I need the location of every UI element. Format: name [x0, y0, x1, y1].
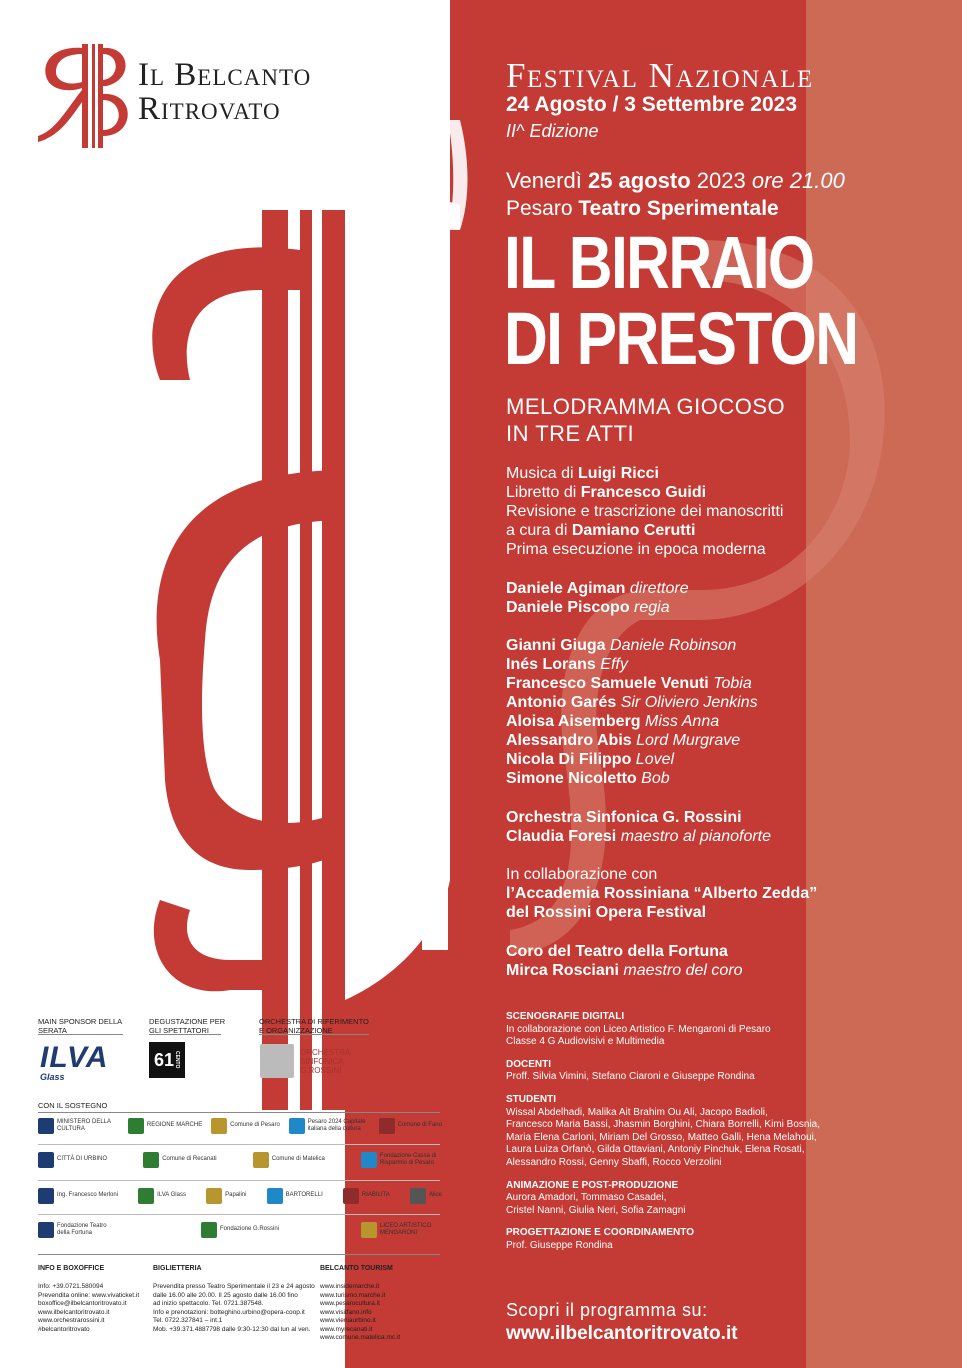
- sponsor-emblem-icon: [38, 1222, 54, 1238]
- sponsor-emblem-icon: [379, 1118, 395, 1134]
- info-text-line[interactable]: www.turismo.marche.it: [320, 1291, 386, 1299]
- cast-name: Nicola Di Filippo: [506, 751, 632, 768]
- cast-line: [506, 731, 758, 750]
- sponsor-name: Comune di Matelica: [271, 1156, 325, 1163]
- cast-name: Francesco Samuele Venuti: [506, 675, 709, 692]
- choir-name: Coro del Teatro della Fortuna: [506, 943, 728, 960]
- info-text-line[interactable]: www.myrecanati.it: [320, 1325, 373, 1333]
- sponsor-emblem-icon: [38, 1188, 54, 1204]
- festival-edition: II^ Edizione: [506, 121, 599, 141]
- staff-role: direttore: [629, 580, 689, 597]
- sostegno-label: CON IL SOSTEGNO: [38, 1101, 108, 1110]
- credit-prefix: Musica di: [506, 465, 579, 482]
- degustazione-label: DEGUSTAZIONE PER GLI SPETTATORI: [149, 1017, 226, 1035]
- cast-name: Gianni Giuga: [506, 637, 606, 654]
- info-head: INFO E BOXOFFICE: [38, 1265, 105, 1272]
- sponsor-emblem-icon: [201, 1222, 217, 1238]
- info-text-line: ad inizio spettacolo. Tel. 0721.387548.: [153, 1300, 264, 1307]
- sponsor-logo: [410, 1188, 442, 1204]
- studenti-line2: Francesco Maria Bassi, Jhasmin Borghini, Chiara Borrelli, Kimi Bosnia,: [506, 1119, 821, 1131]
- show-title: [504, 221, 858, 380]
- animazione-line2: Cristel Nanni, Giulia Neri, Sofia Zamagni: [506, 1204, 686, 1216]
- cast-role: Miss Anna: [645, 713, 720, 730]
- collab-line2: del Rossini Opera Festival: [506, 904, 707, 921]
- cast-role: Lovel: [635, 751, 675, 768]
- sponsor-logo: [206, 1188, 246, 1204]
- sponsor-emblem-icon: [38, 1118, 54, 1134]
- sponsor-logo: [38, 1118, 119, 1134]
- sponsor-name: ILVA Glass: [157, 1192, 186, 1199]
- logo-line1: Il Belcanto: [138, 57, 312, 93]
- info-text-line: #belcantoritrovato: [38, 1325, 90, 1333]
- info-text-line: boxoffice@ilbelcantoritrovato.it: [38, 1300, 127, 1307]
- info-text-line: Prevendita presso Teatro Sperimentale il 23 e 24 agosto: [153, 1283, 315, 1290]
- cast-role: Daniele Robinson: [610, 637, 737, 654]
- info-text-line[interactable]: www.insidemarche.it: [320, 1283, 380, 1290]
- sponsor-emblem-icon: [267, 1188, 283, 1204]
- biglietteria-column: [153, 1264, 313, 1334]
- info-text-line: www.orchestrarossini.it: [38, 1317, 105, 1324]
- sponsor-emblem-icon: [38, 1152, 54, 1168]
- logo-title: [138, 58, 311, 126]
- sponsor-name: Fondazione Teatro della Fortuna: [57, 1222, 107, 1236]
- sponsor-logo: [289, 1118, 370, 1134]
- divider: [38, 1144, 440, 1145]
- credit-prefix: Prima esecuzione in epoca moderna: [506, 541, 766, 558]
- info-text-line: www.ilbelcantoritrovato.it: [38, 1308, 110, 1316]
- sponsor-logo: [379, 1118, 442, 1134]
- orchestra-rossini-text: ORCHESTRA SINFONICA G.ROSSINI: [300, 1047, 350, 1075]
- info-text-line: Info: +39.0721.580094: [38, 1283, 104, 1290]
- sponsor-emblem-icon: [410, 1188, 426, 1204]
- divider: [259, 1034, 369, 1035]
- orchestra-name: Claudia Foresi: [506, 828, 617, 845]
- staff-role: regia: [634, 599, 670, 616]
- staff-block: [506, 579, 689, 617]
- orchestra-role: maestro al pianoforte: [620, 828, 772, 845]
- event-year: 2023: [696, 168, 746, 193]
- staff-line: [506, 579, 689, 598]
- sponsor-name: RIABILITA: [361, 1192, 390, 1199]
- cast-name: Alessandro Abis: [506, 732, 632, 749]
- biglietteria-lines: [153, 1283, 313, 1334]
- collab-line1: l’Accademia Rossiniana “Alberto Zedda”: [506, 885, 818, 902]
- divider: [149, 1034, 221, 1035]
- sponsor-emblem-icon: [143, 1152, 159, 1168]
- sponsor-emblem-icon: [138, 1188, 154, 1204]
- credit-name: Francesco Guidi: [580, 484, 707, 501]
- sponsor-emblem-icon: [206, 1188, 222, 1204]
- cast-line: [506, 693, 758, 712]
- cast-line: [506, 712, 758, 731]
- sponsor-emblem-icon: [361, 1152, 377, 1168]
- sponsor-emblem-icon: [361, 1222, 377, 1238]
- staff-line: [506, 598, 689, 617]
- collab-block: [506, 865, 817, 922]
- sponsor-name: Comune di Recanati: [162, 1156, 217, 1163]
- docenti-head: DOCENTI: [506, 1058, 551, 1070]
- credit-prefix: Revisione e trascrizione dei manoscritti: [506, 503, 784, 520]
- logo-line2: Ritrovato: [138, 91, 281, 127]
- sponsor-name: Papalini: [225, 1192, 247, 1199]
- info-text-line[interactable]: www.vieniaurbino.it: [320, 1317, 376, 1324]
- collab-intro: In collaborazione con: [506, 866, 658, 883]
- sponsor-name: CITTÀ DI URBINO: [57, 1156, 108, 1163]
- subtitle-line2: IN TRE ATTI: [506, 421, 635, 446]
- choir-role: maestro del coro: [623, 962, 743, 979]
- show-title-line2: DI PRESTON: [504, 297, 858, 380]
- studenti-line1: Wissal Abdelhadi, Malika Ait Brahim Ou Ali, Jacopo Badioli,: [506, 1106, 768, 1118]
- sponsor-name: Fondazione Cassa di Risparmio di Pesaro: [379, 1152, 437, 1166]
- info-lines: [38, 1283, 146, 1334]
- studenti-line5: Alessandro Rossi, Genny Sbaffi, Rocco Verzolini: [506, 1156, 722, 1168]
- scenografie-head: SCENOGRAFIE DIGITALI: [506, 1011, 625, 1022]
- sponsor-name: Ing. Francesco Merloni: [57, 1192, 119, 1199]
- cast-name: Antonio Garés: [506, 694, 617, 711]
- event-city: Pesaro: [506, 197, 573, 220]
- cast-role: Sir Oliviero Jenkins: [620, 694, 758, 711]
- staff-name: Daniele Agiman: [506, 580, 626, 597]
- credit-name: Luigi Ricci: [578, 465, 659, 482]
- credit-prefix: a cura di: [506, 522, 572, 539]
- cast-line: [506, 655, 758, 674]
- info-text-line: Prevendita online: www.vivaticket.it: [38, 1291, 140, 1299]
- sponsor-emblem-icon: [253, 1152, 269, 1168]
- event-date-value: 25 agosto: [587, 168, 691, 193]
- sponsor-logo: [343, 1188, 390, 1204]
- event-time: ore 21.00: [751, 168, 845, 193]
- info-text-line[interactable]: www.comune.matelica.mc.it: [320, 1334, 401, 1341]
- choir-block: [506, 942, 743, 980]
- cast-role: Bob: [641, 770, 670, 787]
- studenti-line3: Maria Elena Carloni, Miriam Del Grosso, Matteo Galli, Hena Melahoui,: [506, 1131, 817, 1143]
- sponsor-name: Comune di Fano: [397, 1122, 442, 1129]
- tourism-column: [320, 1264, 440, 1343]
- sponsor-row-4: [38, 1222, 442, 1238]
- choir-line: [506, 942, 743, 961]
- sponsor-logo: [267, 1188, 323, 1204]
- sponsor-logo: [38, 1188, 118, 1204]
- credit-line: [506, 540, 783, 559]
- divider: [38, 1214, 440, 1215]
- divider: [38, 1254, 440, 1255]
- progettazione-head: PROGETTAZIONE E COORDINAMENTO: [506, 1227, 694, 1239]
- staff-name: Daniele Piscopo: [506, 599, 630, 616]
- orchestra-line: [506, 808, 771, 827]
- cast-role: Tobia: [713, 675, 752, 692]
- docenti-line1: Proff. Silvia Vimini, Stefano Ciaroni e Giuseppe Rondina: [506, 1071, 755, 1083]
- sponsor-logo: [211, 1118, 280, 1134]
- logo-monogram-icon: [36, 40, 136, 152]
- biglietteria-head: BIGLIETTERIA: [153, 1265, 202, 1272]
- orchestra-block: [506, 808, 771, 846]
- rossini-portrait-icon: [260, 1044, 294, 1078]
- event-day: Venerdì: [506, 168, 582, 193]
- cast-role: Lord Murgrave: [636, 732, 741, 749]
- cast-line: [506, 750, 758, 769]
- sponsor-name: MINISTERO DELLA CULTURA: [57, 1118, 111, 1132]
- sponsor-logo: [128, 1118, 202, 1134]
- sponsor-logo: [143, 1152, 216, 1168]
- cast-line: [506, 636, 758, 655]
- sponsor-logo: [138, 1188, 186, 1204]
- cast-line: [506, 674, 758, 693]
- sponsor-logo: [253, 1152, 325, 1168]
- sponsor-name: REGIONE MARCHE: [146, 1122, 203, 1129]
- tourism-lines: [320, 1283, 440, 1343]
- tourism-head: BELCANTO TOURISM: [320, 1265, 393, 1272]
- main-sponsor-label: MAIN SPONSOR DELLA SERATA: [38, 1017, 122, 1035]
- sponsor-emblem-icon: [211, 1118, 227, 1134]
- studenti-head: STUDENTI: [506, 1093, 556, 1105]
- sessantuno-logo-text: 61: [153, 1049, 175, 1070]
- sponsor-emblem-icon: [128, 1118, 144, 1134]
- orchestra-line: [506, 827, 771, 846]
- divider: [38, 1180, 440, 1181]
- sponsor-name: LICEO ARTISTICO MENGARONI: [380, 1222, 432, 1236]
- choir-name: Mirca Rosciani: [506, 962, 619, 979]
- large-monogram-white: [345, 120, 468, 950]
- event-date: [506, 168, 845, 194]
- festival-title: Festival Nazionale: [506, 56, 814, 95]
- subtitle-line1: MELODRAMMA GIOCOSO: [506, 394, 786, 419]
- sponsor-emblem-icon: [289, 1118, 305, 1134]
- sponsor-logo: [361, 1222, 442, 1238]
- sponsor-name: Fondazione G.Rossini: [219, 1226, 280, 1233]
- info-text-line: dalle 16.00 alle 20.00. Il 25 agosto dalle 16.00 fino: [153, 1291, 298, 1299]
- orchestra-name: Orchestra Sinfonica G. Rossini: [506, 809, 742, 826]
- details-block: [506, 1011, 866, 1253]
- cast-role: Effy: [600, 656, 628, 673]
- sponsor-name: Comune di Pesaro: [230, 1122, 280, 1129]
- info-text-line: Mob. +39.371.4887798 dalle 9:30-12:30 dal lun al ven.: [153, 1325, 311, 1333]
- ilva-logo-sub: Glass: [40, 1072, 65, 1082]
- sponsor-name: BARTORELLI: [285, 1192, 323, 1199]
- credit-line: [506, 464, 783, 483]
- credit-prefix: Libretto di: [506, 484, 581, 501]
- animazione-head: ANIMAZIONE E POST-PRODUZIONE: [506, 1179, 679, 1191]
- sponsor-logo: [201, 1222, 279, 1238]
- sponsor-name: Pesaro 2024 Capitale italiana della cultura: [307, 1118, 366, 1132]
- program-label: Scopri il programma su:: [506, 1300, 708, 1320]
- progettazione-line1: Prof. Giuseppe Rondina: [506, 1239, 613, 1251]
- animazione-line1: Aurora Amadori, Tommaso Casadei,: [506, 1192, 667, 1204]
- sessantuno-logo: [149, 1042, 185, 1078]
- choir-line: [506, 961, 743, 980]
- sponsor-logo: [38, 1152, 107, 1168]
- scenografie-line2: Classe 4 G Audiovisivi e Multimedia: [506, 1036, 665, 1048]
- cast-name: Aloisa Aisemberg: [506, 713, 641, 730]
- sponsor-row-3: [38, 1188, 442, 1204]
- credit-line: [506, 502, 783, 521]
- sponsor-row-2: [38, 1152, 442, 1168]
- festival-dates: 24 Agosto / 3 Settembre 2023: [506, 93, 798, 116]
- cast-line: [506, 769, 758, 788]
- sessantuno-logo-sub: CENTO: [174, 1051, 181, 1069]
- info-text-line: Tel. 0722.327841 – int.1: [153, 1317, 223, 1324]
- event-venue: Teatro Sperimentale: [578, 197, 779, 220]
- sponsor-logo: [361, 1152, 442, 1168]
- divider: [38, 1112, 440, 1113]
- studenti-line4: Laura Luiza Orfanò, Gilda Ottaviani, Antoniy Pinchuk, Elena Rosati,: [506, 1144, 805, 1156]
- sponsor-name: Alice: [428, 1192, 442, 1199]
- sponsor-row-1: [38, 1118, 442, 1134]
- credits-block: [506, 464, 783, 559]
- large-monogram: [152, 210, 345, 1110]
- credit-name: Damiano Cerutti: [571, 522, 696, 539]
- sponsor-emblem-icon: [343, 1188, 359, 1204]
- show-subtitle: [506, 393, 785, 447]
- cast-name: Simone Nicoletto: [506, 770, 637, 787]
- ilva-logo-text: ILVA: [40, 1041, 109, 1074]
- orchestra-rossini-logo: [260, 1044, 360, 1078]
- info-text-line: Info e prenotazioni: botteghino.urbino@opera-coop.it: [153, 1308, 305, 1316]
- show-title-line1: IL BIRRAIO: [504, 221, 814, 304]
- cast-name: Inés Lorans: [506, 656, 596, 673]
- website-link[interactable]: www.ilbelcantoritrovato.it: [506, 1323, 738, 1344]
- orchestra-label: ORCHESTRA DI RIFERIMENTO E ORGANIZZAZIONE: [259, 1017, 369, 1035]
- credit-line: [506, 483, 783, 502]
- divider: [38, 1034, 123, 1035]
- credit-line: [506, 521, 783, 540]
- info-column: [38, 1264, 146, 1334]
- sponsor-logo: [38, 1222, 119, 1238]
- scenografie-line1: In collaborazione con Liceo Artistico F. Mengaroni di Pesaro: [506, 1023, 771, 1035]
- cast-block: [506, 636, 758, 788]
- ilva-logo: [40, 1041, 109, 1082]
- info-text-line[interactable]: www.pesarocultura.it: [320, 1300, 380, 1307]
- info-text-line[interactable]: www.visitfano.info: [320, 1308, 372, 1316]
- event-place: [506, 197, 779, 221]
